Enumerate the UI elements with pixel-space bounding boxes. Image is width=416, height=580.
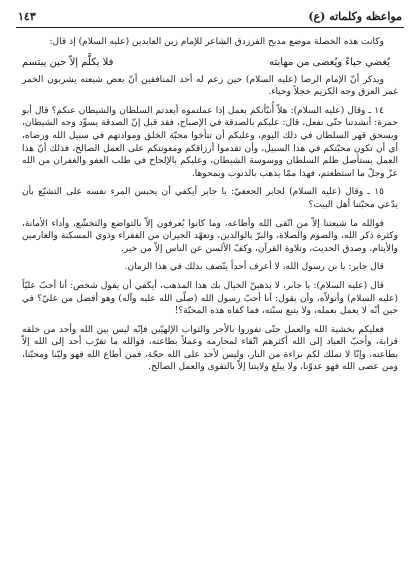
header-rule (16, 27, 404, 28)
running-header (18, 6, 402, 26)
paragraph-jabir-reply: قال جابر: يا بن رسول الله، لا أعرف أحداً يتّصف بذلك في هذا الزمان. (124, 262, 384, 273)
paragraph-shia-qualities: فوالله ما شيعتنا إلاّ من اتّقى الله وأطاعه، وما كانوا يُعرفون إلاّ بالتواضع والتخشّع، وأداء الأمانة، وكثرة ذكر الله، والصوم والصلاة، والبرّ بالوالدين، وتعهّد الجيران من الفقراء وذوي المسكنة والغارمين والأيتام، وصدق الحديث، وتلاوة القرآن، وكفّ الألسن عن الناس إلاّ من خير. (22, 218, 398, 254)
paragraph-closing-advice: فعليكم بخشية الله والعمل حتّى تفوزوا بالأجر والثواب الإلهيّين فإنّه ليس بين الله وأحد من خلقه قرابة، وأحبّ العباد إلى الله أكثرهم اتّقاء لمحارمه وعملاً بطاعته، فوالله ما تقرّب أحد إلى الله إلاّ بطاعته، وإنّا لا نملك لكم براءة من النار، وليس لأحد على الله حجّة، فمن أطاع الله فهو وليّنا ومحبّنا، ومن عصى الله فهو عدوّنا، ولا يبلغ ولايتنا إلاّ بالتقوى والعمل الصالح. (22, 324, 398, 373)
chapter-title: مواعظه وكلماته (ع) (308, 9, 402, 23)
paragraph-intro: وكانت هذه الخصلة موضع مديح الفرزدق الشاعر للإمام زين العابدين (عليه السلام) إذ قال: (49, 37, 384, 47)
paragraph-imam-answer: قال (عليه السلام): يا جابر، لا يذهبنّ الخيال بك هذا المذهب، أيكفي أن يقول شخص: أنا أحبّ عليّاً (عليه السلام) وأتولاّه، وأن يقول: أنا أحبّ رسول الله (صلّى الله عليه وآله) وهو أفضل من عليّ؟ في حين أنّه لا يعمل بعمله، ولا يتبع سنّته، فما كفاه هذه المحبّة؟! (22, 280, 398, 317)
paragraph-saying-15: ١٥ ـ وقال (عليه السلام) لجابر الجعفيّ: يا جابر أيكفي أن يحبس المرء نفسه على التشيّع بأن يدّعي محبّتنا أهل البيت؟ (22, 187, 398, 210)
verse-hemistich-second: فلا يكلَّم إلاّ حين يبتسم (22, 56, 114, 68)
paragraph-saying-14: ١٤ ـ وقال (عليه السلام): هلاّ أُنبّأنكم بعمل إذا عملتموه أبعدتم السلطان والشيطان عنكم؟ قال أبو حمزة: أنشدتنا حتّى نفعل، قال: عليكم بالصدقة في الإصباح، فقد قبل إنّ الصدقة يسوِّد وجه الشيطان، ويسحق قهر السلطان في ذلك اليوم، وعليكم أن تتأخوا محبّة الخلق وموادتهم في سبيل الله ورضاه، أي أن تكون محبّتكم في هذا السبيل، وأن تقدموا أرزاقكم ومعونتكم على العمل الصالح، فذلك أنّ هذا العمل يستأصل ظلم السلطان ووسوسة الشيطان، وعليكم بالإلحاح في طلب العفو والغفران من الله عزّ وجلّ ما استطعتم، فهذا ممّا يذهب بالذنوب ويمحوها. (22, 105, 398, 179)
page-number: ١٤٣ (18, 9, 36, 23)
page-body (22, 36, 398, 374)
poetry-verse (22, 55, 390, 70)
verse-hemistich-first: يُغضي حياءً ويُغضى من مهابته (269, 56, 390, 68)
paragraph-rida-anecdote: ويذكر أنّ الإمام الرضا (عليه السلام) حين زعم له أحد المنافقين أنّ بعض شيعته يشربون الخمر غمر العرق وجه الكريم خجلاً وحياء. (22, 74, 398, 98)
